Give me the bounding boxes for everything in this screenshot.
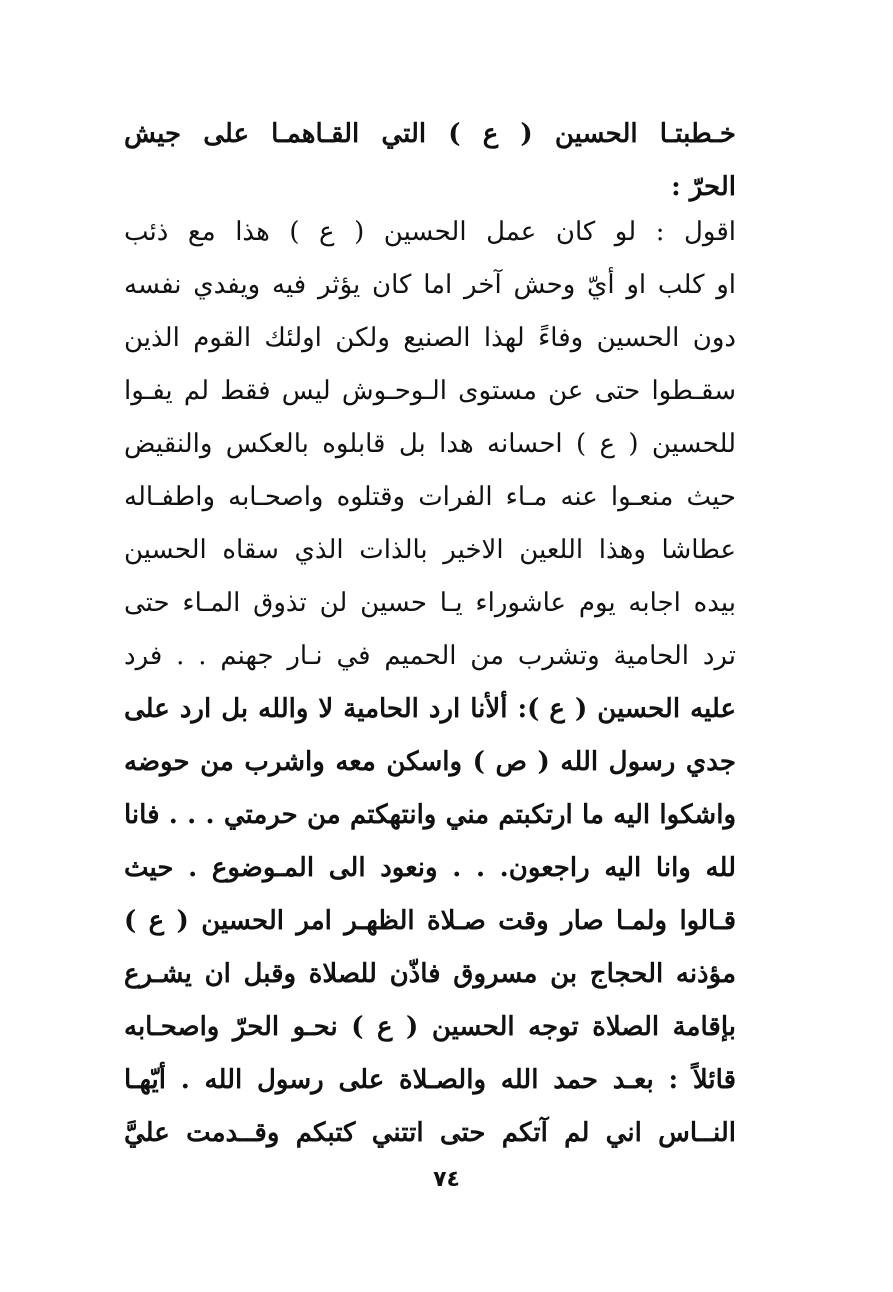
body-line: واشكوا اليه ما ارتكبتم مني وانتهكتم من حرمتي . . . فانا — [124, 800, 736, 830]
body-line: حيث منعـوا عنه مـاء الفرات وقتلوه واصحـابه واطفـاله — [124, 482, 736, 512]
body-line: عليه الحسين ( ع ): ألأنا ارد الحامية لا والله بل ارد على — [124, 694, 736, 724]
body-line: سقـطوا حتى عن مستوى الـوحـوش ليس فقط لم يفـوا — [124, 376, 736, 406]
body-line: قـالوا ولمـا صار وقت صـلاة الظهـر امر الحسين ( ع ) — [124, 906, 736, 936]
body-line: او كلب او أيّ وحش آخر اما كان يؤثر فيه ويفدي نفسه — [124, 270, 736, 300]
body-line: اقول : لو كان عمل الحسين ( ع ) هذا مع ذئب — [124, 217, 736, 247]
heading-line: الحرّ : — [671, 172, 736, 202]
body-line: للحسين ( ع ) احسانه هدا بل قابلوه بالعكس والنقيض — [124, 429, 736, 459]
page-number: ٧٤ — [433, 1167, 460, 1192]
body-text — [124, 206, 736, 1160]
body-line: لله وانا اليه راجعون. . . ونعود الى المـوضوع . حيث — [124, 853, 736, 883]
body-line: بإقامة الصلاة توجه الحسين ( ع ) نحـو الحرّ واصحـابه — [124, 1012, 736, 1042]
body-line: النــاس اني لم آتكم حتى اتتني كتبكم وقــدمت عليَّ — [124, 1118, 736, 1148]
heading-line: خـطبتـا الحسين ( ع ) التي القـاهمـا على جيش — [124, 119, 736, 149]
body-line: جدي رسول الله ( ص ) واسكن معه واشرب من حوضه — [124, 747, 736, 777]
body-line: بيده اجابه يوم عاشوراء يـا حسين لن تذوق المـاء حتى — [124, 588, 736, 618]
body-line: قائلاً : بعـد حمد الله والصـلاة على رسول الله . أيّهـا — [124, 1065, 736, 1095]
body-line: دون الحسين وفاءً لهذا الصنيع ولكن اولئك القوم الذين — [124, 323, 736, 353]
body-line: مؤذنه الحجاج بن مسروق فاذّن للصلاة وقبل ان يشـرع — [124, 959, 736, 989]
body-line: ترد الحامية وتشرب من الحميم في نـار جهنم . . فرد — [124, 641, 736, 671]
section-heading — [124, 108, 736, 214]
body-line: عطاشا وهذا اللعين الاخير بالذات الذي سقاه الحسين — [124, 535, 736, 565]
